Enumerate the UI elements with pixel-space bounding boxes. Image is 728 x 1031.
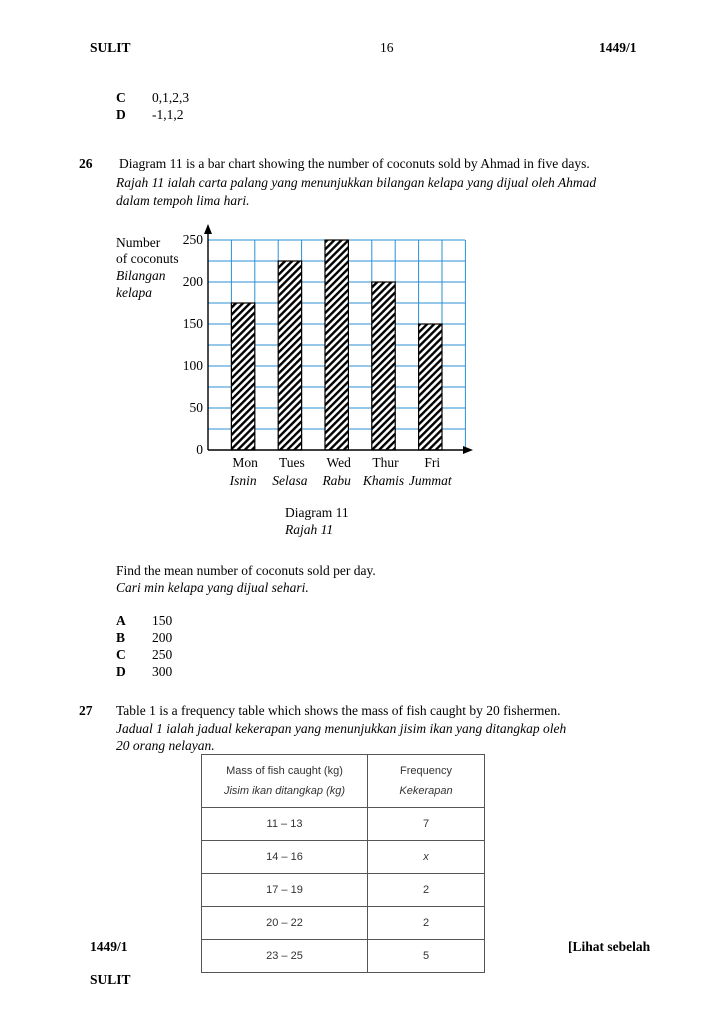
question-26-prompt-en: Find the mean number of coconuts sold per day. [116, 563, 376, 578]
y-tick-label: 100 [182, 358, 203, 373]
option-text: -1,1,2 [152, 107, 184, 122]
x-tick-label-ms: Khamis [362, 473, 405, 488]
col1-label-ms: Jisim ikan ditangkap (kg) [223, 785, 346, 797]
x-tick-label-ms: Jummat [408, 473, 452, 488]
x-tick-label: Mon [232, 455, 258, 470]
x-axis-arrow [463, 446, 473, 454]
mass-cell: 20 – 22 [202, 907, 368, 940]
y-tick-label: 250 [182, 232, 203, 247]
option-letter: B [116, 630, 126, 645]
question-26-text-en: Diagram 11 is a bar chart showing the number of coconuts sold by Ahmad in five days. [119, 156, 590, 171]
y-axis-label-en-1: Number [116, 235, 161, 250]
question-26-text-ms-2: dalam tempoh lima hari. [116, 193, 250, 208]
option-d [116, 664, 172, 680]
y-axis-label-ms-1: Bilangan [116, 268, 166, 283]
y-axis-arrow [204, 224, 212, 234]
option-letter: C [116, 647, 126, 662]
mass-cell: 11 – 13 [202, 808, 368, 841]
footer-right: [Lihat sebelah [568, 939, 651, 954]
question-27-text-ms-2: 20 orang nelayan. [116, 738, 215, 753]
option-a [116, 613, 172, 629]
y-tick-label: 50 [189, 400, 203, 415]
freq-cell: 5 [368, 940, 485, 973]
table-header-frequency [368, 755, 485, 808]
header-right: 1449/1 [599, 40, 637, 55]
y-tick-label: 0 [196, 442, 203, 457]
bar-mon [231, 303, 254, 450]
question-26-text-ms-1: Rajah 11 ialah carta palang yang menunjukkan bilangan kelapa yang dijual oleh Ahmad [116, 175, 597, 190]
bar-fri [419, 324, 442, 450]
option-text: 250 [152, 647, 173, 662]
chart-y-ticks [183, 232, 204, 457]
bar-tues [278, 261, 301, 450]
x-tick-label: Wed [326, 455, 351, 470]
footer-left: 1449/1 [90, 939, 128, 954]
x-tick-label: Fri [424, 455, 441, 470]
y-tick-label: 200 [182, 274, 203, 289]
option-letter: D [116, 664, 126, 679]
freq-cell: 7 [368, 808, 485, 841]
option-letter: C [116, 90, 126, 105]
x-tick-label-ms: Rabu [322, 473, 351, 488]
mass-cell: 14 – 16 [202, 841, 368, 874]
col2-label-en: Frequency [400, 765, 452, 777]
table-row [202, 907, 485, 940]
x-tick-label: Tues [279, 455, 305, 470]
option-c [116, 647, 172, 663]
option-text: 200 [152, 630, 173, 645]
table-row [202, 841, 485, 874]
table-row [202, 808, 485, 841]
x-tick-label: Thur [372, 455, 399, 470]
table-header-mass [202, 755, 368, 808]
col2-label-ms: Kekerapan [399, 785, 453, 797]
option-letter: D [116, 107, 126, 122]
header-left: SULIT [90, 40, 131, 55]
table-header-row [202, 755, 485, 808]
bar-thur [372, 282, 395, 450]
chart-x-ticks [229, 455, 453, 488]
mass-cell: 23 – 25 [202, 940, 368, 973]
option-text: 150 [152, 613, 173, 628]
question-26-number: 26 [79, 156, 93, 171]
diagram-caption-ms: Rajah 11 [285, 522, 334, 537]
freq-cell: 2 [368, 874, 485, 907]
option-b [116, 630, 172, 646]
col1-label-en: Mass of fish caught (kg) [226, 765, 343, 777]
bar-wed [325, 240, 348, 450]
y-axis-label-ms-2: kelapa [116, 285, 152, 300]
table-row [202, 940, 485, 973]
x-tick-label-ms: Selasa [272, 473, 308, 488]
freq-cell: 2 [368, 907, 485, 940]
table-row [202, 874, 485, 907]
frequency-table [201, 754, 485, 973]
page-number: 16 [380, 40, 394, 55]
y-axis-label-en-2: of coconuts [116, 251, 179, 266]
question-27-number: 27 [79, 703, 93, 718]
diagram-caption-en: Diagram 11 [285, 505, 349, 520]
y-tick-label: 150 [182, 316, 203, 331]
option-text: 0,1,2,3 [152, 90, 190, 105]
freq-cell: x [368, 841, 485, 874]
question-27-text-ms-1: Jadual 1 ialah jadual kekerapan yang menunjukkan jisim ikan yang ditangkap oleh [116, 721, 567, 736]
footer-bottom: SULIT [90, 972, 131, 987]
x-tick-label-ms: Isnin [229, 473, 257, 488]
question-27-text-en: Table 1 is a frequency table which shows the mass of fish caught by 20 fishermen. [116, 703, 561, 718]
option-letter: A [116, 613, 126, 628]
question-26-prompt-ms: Cari min kelapa yang dijual sehari. [116, 580, 309, 595]
mass-cell: 17 – 19 [202, 874, 368, 907]
option-text: 300 [152, 664, 173, 679]
